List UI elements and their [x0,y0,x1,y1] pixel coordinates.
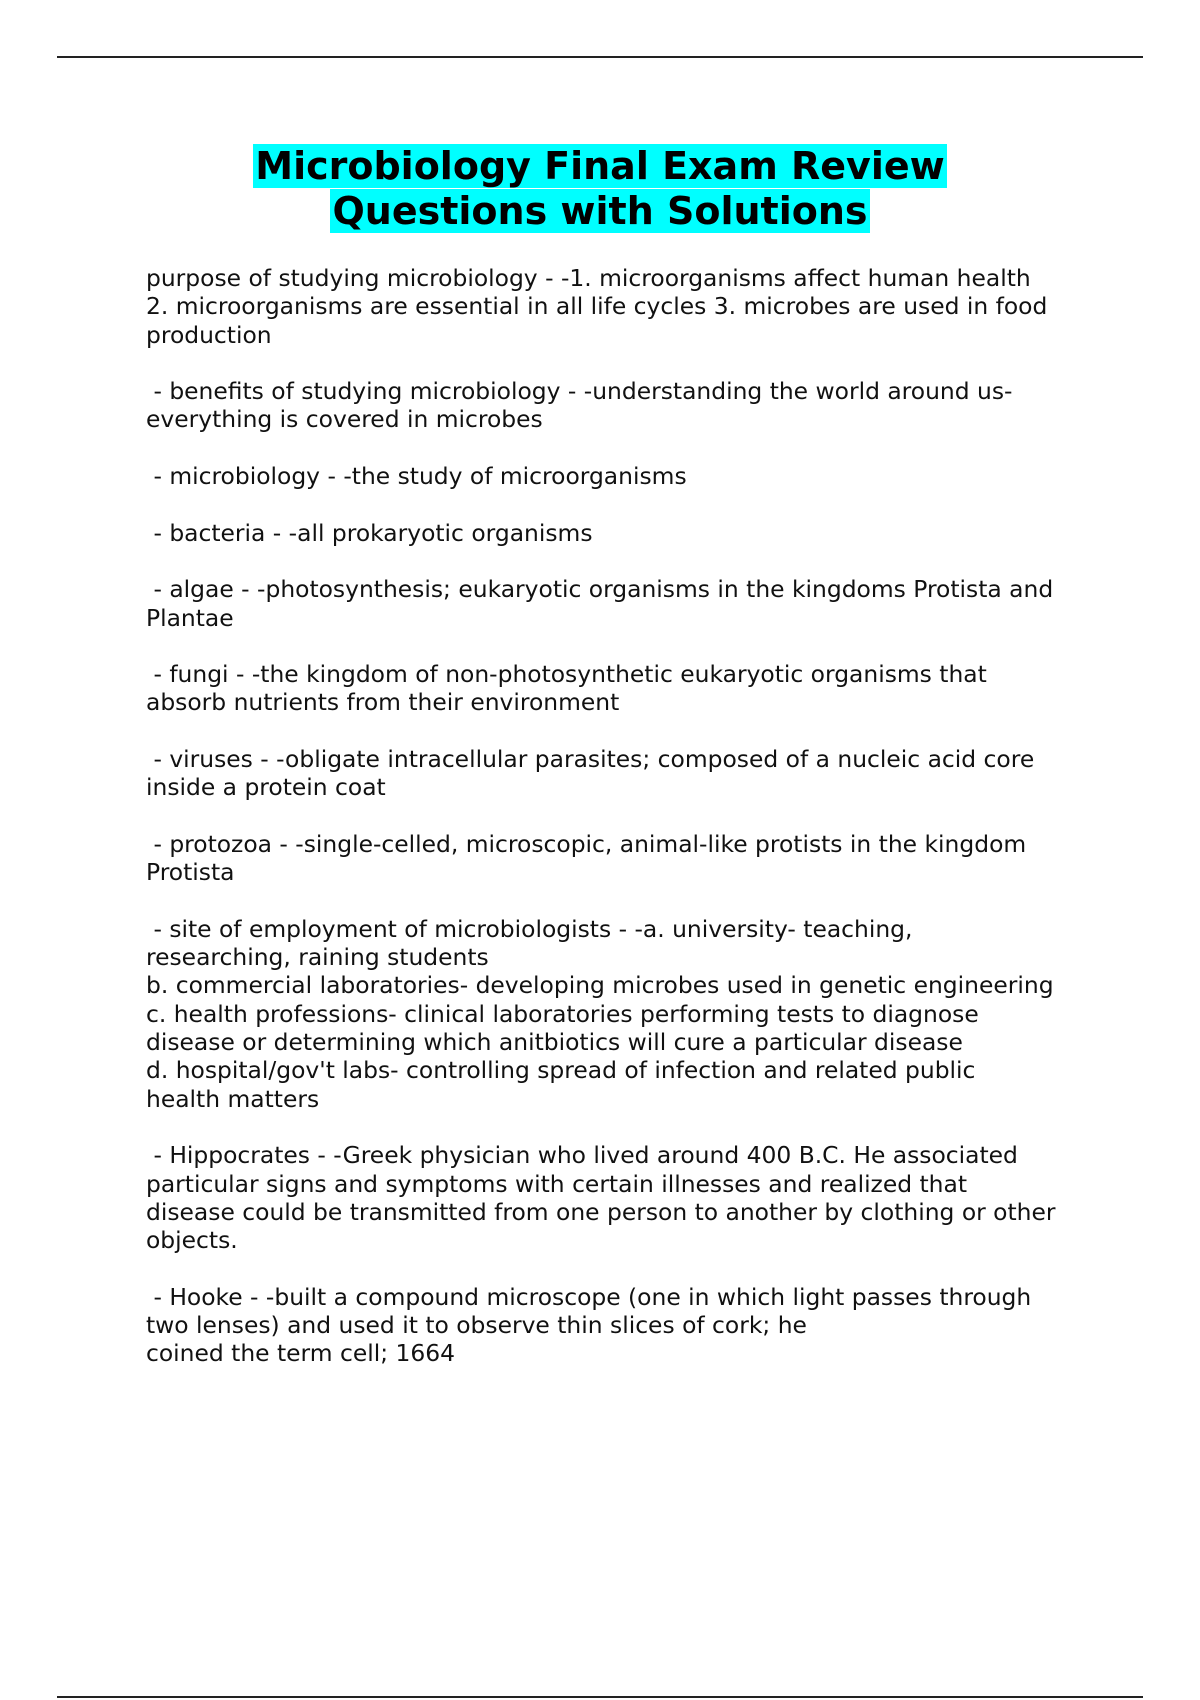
document-title [0,144,1200,234]
qa-entry [146,1283,1096,1368]
entry-line: objects. [146,1226,238,1255]
bottom-rule [57,1696,1143,1698]
qa-entry [146,1141,1096,1254]
qa-entry [146,462,1096,490]
entry-line: disease or determining which anitbiotics will cure a particular disease [146,1028,963,1057]
entry-line: inside a protein coat [146,773,386,802]
entry-line: 2. microorganisms are essential in all life cycles 3. microbes are used in food [146,292,1048,321]
title-line-1: Microbiology Final Exam Review [255,144,945,188]
qa-entry [146,830,1096,887]
qa-entry [146,519,1096,547]
entry-line: absorb nutrients from their environment [146,688,620,717]
entry-line: c. health professions- clinical laboratories performing tests to diagnose [146,999,979,1028]
entry-line: particular signs and symptoms with certain illnesses and realized that [146,1169,968,1198]
qa-entry [146,745,1096,802]
entry-line: two lenses) and used it to observe thin slices of cork; he [146,1310,807,1339]
qa-entry [146,264,1096,349]
entry-line: d. hospital/gov't labs- controlling spread of infection and related public [146,1056,976,1085]
entry-line: - site of employment of microbiologists - -a. university- teaching, [146,914,913,943]
qa-entry [146,575,1096,632]
entry-line: - microbiology - -the study of microorganisms [146,462,687,491]
entry-line: - viruses - -obligate intracellular parasites; composed of a nucleic acid core [146,745,1035,774]
entry-line: b. commercial laboratories- developing microbes used in genetic engineering [146,971,1054,1000]
entry-line: everything is covered in microbes [146,405,543,434]
entry-line: - Hippocrates - -Greek physician who lived around 400 B.C. He associated [146,1141,1018,1170]
title-line-2: Questions with Solutions [332,189,868,233]
entry-line: - Hooke - -built a compound microscope (one in which light passes through [146,1282,1032,1311]
entry-line: purpose of studying microbiology - -1. microorganisms affect human health [146,264,1031,292]
entry-line: - protozoa - -single-celled, microscopic, animal-like protists in the kingdom [146,829,1027,858]
entry-line: Plantae [146,603,234,632]
document-body [146,264,1096,1396]
entry-line: researching, raining students [146,943,489,972]
entry-line: Protista [146,858,235,887]
entry-line: disease could be transmitted from one person to another by clothing or other [146,1197,1056,1226]
entry-line: coined the term cell; 1664 [146,1339,456,1368]
entry-line: - bacteria - -all prokaryotic organisms [146,518,593,547]
entry-line: health matters [146,1084,320,1113]
entry-line: - fungi - -the kingdom of non-photosynthetic eukaryotic organisms that [146,660,987,689]
entry-line: - algae - -photosynthesis; eukaryotic organisms in the kingdoms Protista and [146,575,1054,604]
qa-entry [146,915,1096,1113]
entry-line: - benefits of studying microbiology - -understanding the world around us- [146,377,1013,406]
top-rule [57,56,1143,58]
qa-entry [146,377,1096,434]
entry-line: production [146,320,272,349]
qa-entry [146,660,1096,717]
